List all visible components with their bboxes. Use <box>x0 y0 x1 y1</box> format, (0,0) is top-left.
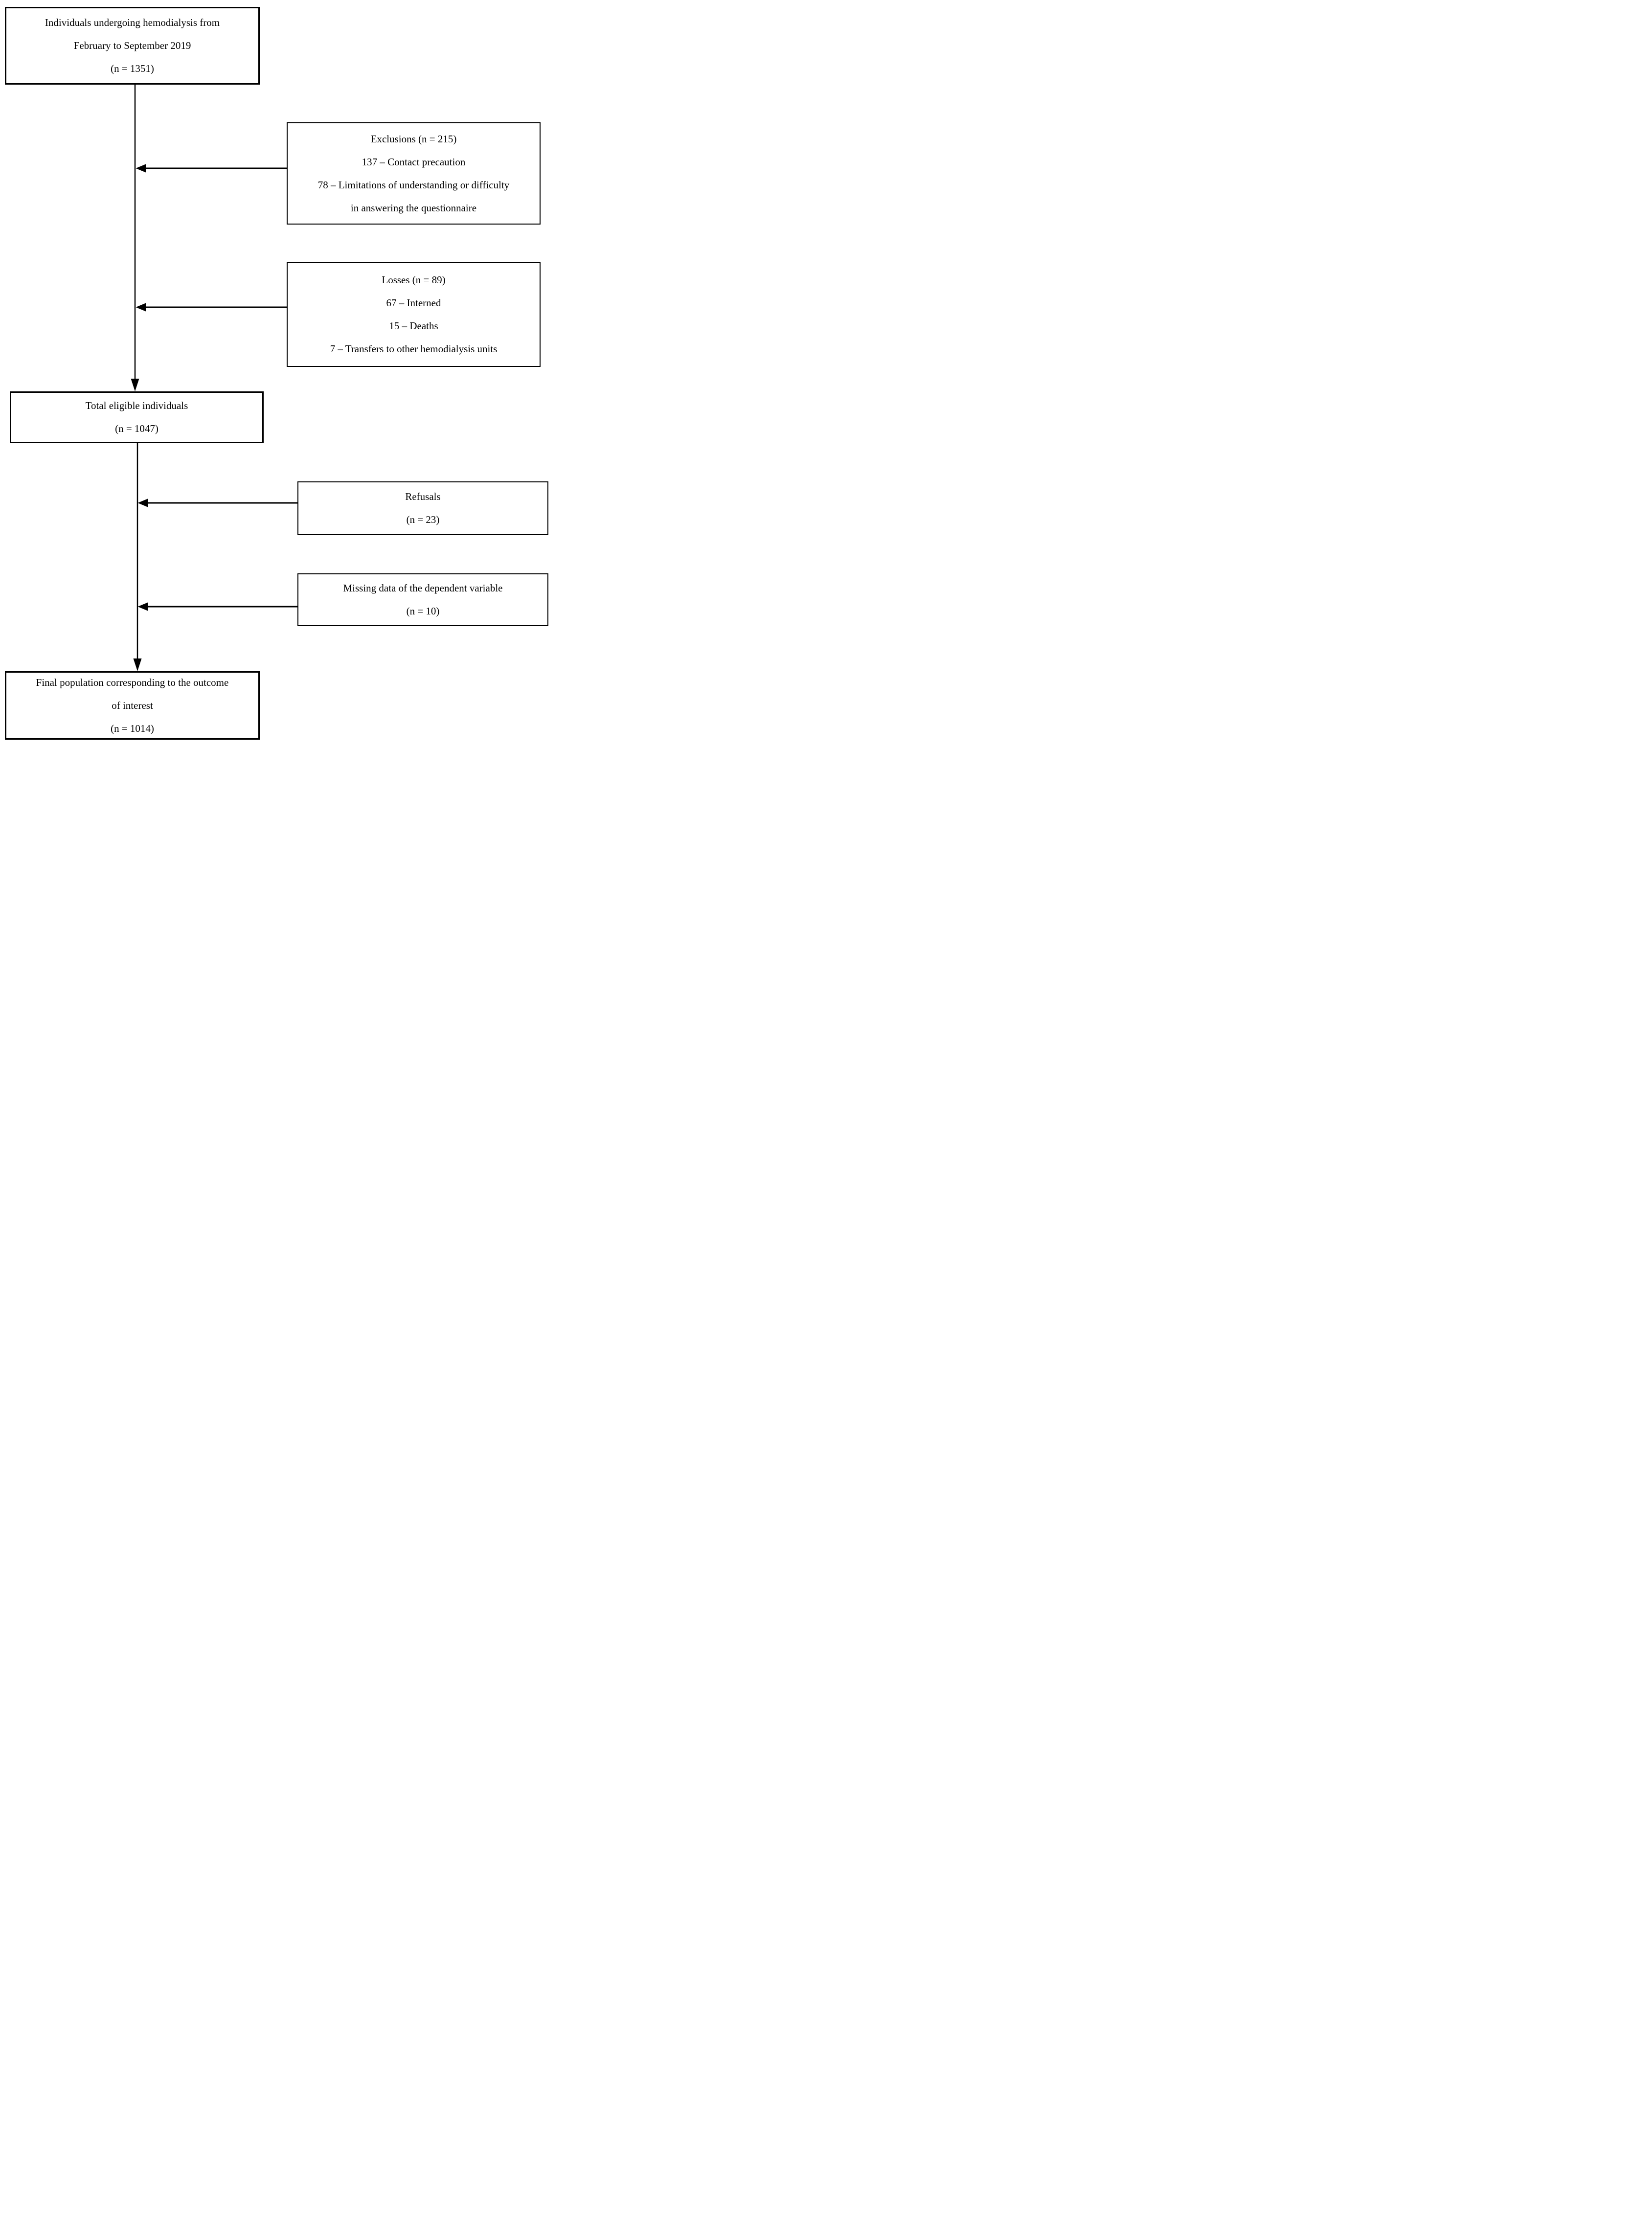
missing-data-count: (n = 10) <box>406 605 440 617</box>
box-total-eligible <box>10 391 264 443</box>
losses-item-deaths: 15 – Deaths <box>389 320 438 332</box>
exclusions-item-contact-precaution: 137 – Contact precaution <box>362 156 466 168</box>
box-final-population <box>5 671 260 740</box>
box-exclusions <box>287 122 541 225</box>
flow-connectors <box>0 0 551 741</box>
missing-data-title: Missing data of the dependent variable <box>343 582 503 594</box>
box-losses <box>287 262 541 367</box>
box-missing-data <box>297 573 548 626</box>
box-refusals <box>297 481 548 535</box>
arrow-missing-data-to-flow <box>138 603 298 611</box>
arrow-refusals-to-flow <box>138 499 298 507</box>
arrow-exclusions-to-flow <box>136 164 287 173</box>
losses-item-transfers: 7 – Transfers to other hemodialysis units <box>330 343 498 355</box>
refusals-title: Refusals <box>405 491 441 502</box>
final-population-count: (n = 1014) <box>111 722 154 734</box>
total-eligible-count: (n = 1047) <box>115 423 158 434</box>
arrow-eligible-to-final <box>134 443 142 671</box>
arrow-initial-to-eligible <box>131 85 139 391</box>
losses-title: Losses (n = 89) <box>382 274 446 286</box>
initial-population-text-line-1: Individuals undergoing hemodialysis from <box>45 17 220 28</box>
exclusions-item-limitations-line-2: in answering the questionnaire <box>350 202 477 214</box>
initial-population-text-line-2: February to September 2019 <box>73 40 191 51</box>
initial-population-count: (n = 1351) <box>111 63 154 74</box>
losses-item-interned: 67 – Interned <box>386 297 441 309</box>
study-flow-diagram <box>0 0 551 741</box>
exclusions-item-limitations-line-1: 78 – Limitations of understanding or difficulty <box>317 179 510 191</box>
final-population-text-line-1: Final population corresponding to the outcome <box>36 676 229 688</box>
exclusions-title: Exclusions (n = 215) <box>370 133 457 145</box>
refusals-count: (n = 23) <box>406 514 440 525</box>
total-eligible-title: Total eligible individuals <box>85 400 188 411</box>
final-population-text-line-2: of interest <box>112 699 153 711</box>
arrow-losses-to-flow <box>136 303 287 312</box>
box-initial-population <box>5 7 260 85</box>
